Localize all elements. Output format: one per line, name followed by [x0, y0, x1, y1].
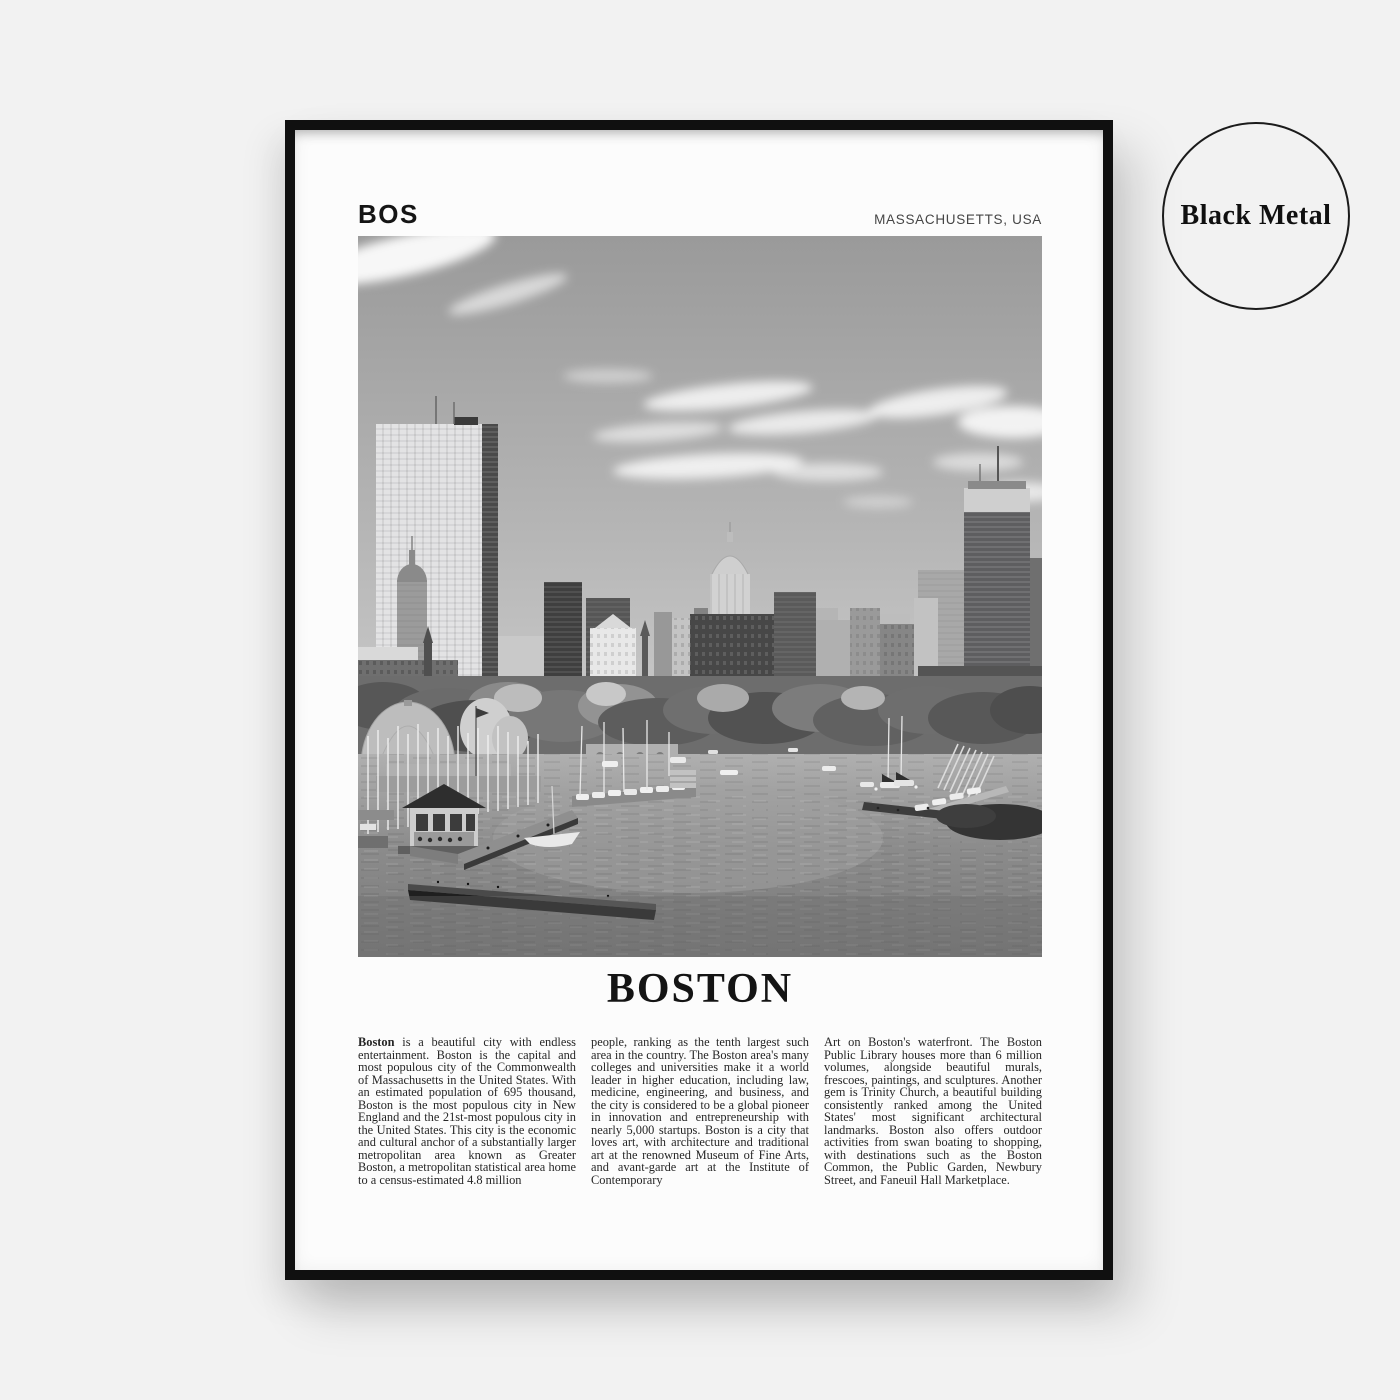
column-1-text: is a beautiful city with endless entertainment. Boston is the capital and most populous city of the Commonwealth of Massachusetts in the United States. With an estimated population of 695 thousand, Boston is the most populous city in New England and the 21st-most populous city in the United States. This city is the economic and cultural anchor of a substantially larger metropolitan area known as Greater Boston, a metropolitan statistical area home to a census-estimated 4.8 million [358, 1035, 576, 1187]
body-column-3: Art on Boston's waterfront. The Boston Public Library houses more than 6 million volumes, alongside beautiful murals, frescoes, paintings, and sculptures. Another gem is Trinity Church, a beautiful building consistently ranked among the United States' most significant architectural landmarks. Boston also offers outdoor activities from swan boating to shopping, with destinations such as the Boston Common, the Public Garden, Newbury Street, and Faneuil Hall Marketplace. [824, 1035, 1042, 1187]
skyline-illustration [358, 236, 1042, 957]
poster-content [358, 130, 1042, 1270]
body-column-1 [358, 1036, 576, 1186]
frame-material-badge [1162, 122, 1350, 310]
poster-frame [285, 120, 1113, 1280]
body-columns [358, 1036, 1042, 1186]
body-column-2: people, ranking as the tenth largest such area in the country. The Boston area's many colleges and universities make it a world leader in higher education, including law, medicine, engineering, and business, and the city is considered to be a global pioneer in innovation and entrepreneurship with nearly 5,000 startups. Boston is a city that loves art, with architecture and traditional art at the renowned Museum of Fine Arts, and avant-garde art at the Institute of Contemporary [591, 1035, 809, 1187]
city-code-label: BOS [358, 199, 419, 229]
frame-material-label: Black Metal [1180, 200, 1332, 231]
lead-word: Boston [358, 1035, 395, 1049]
poster-title: BOSTON [606, 966, 794, 1012]
poster-header [358, 199, 1042, 230]
poster-paper [295, 130, 1103, 1270]
region-label: MASSACHUSETTS, USA [874, 212, 1042, 227]
boston-skyline-photo [358, 236, 1042, 957]
